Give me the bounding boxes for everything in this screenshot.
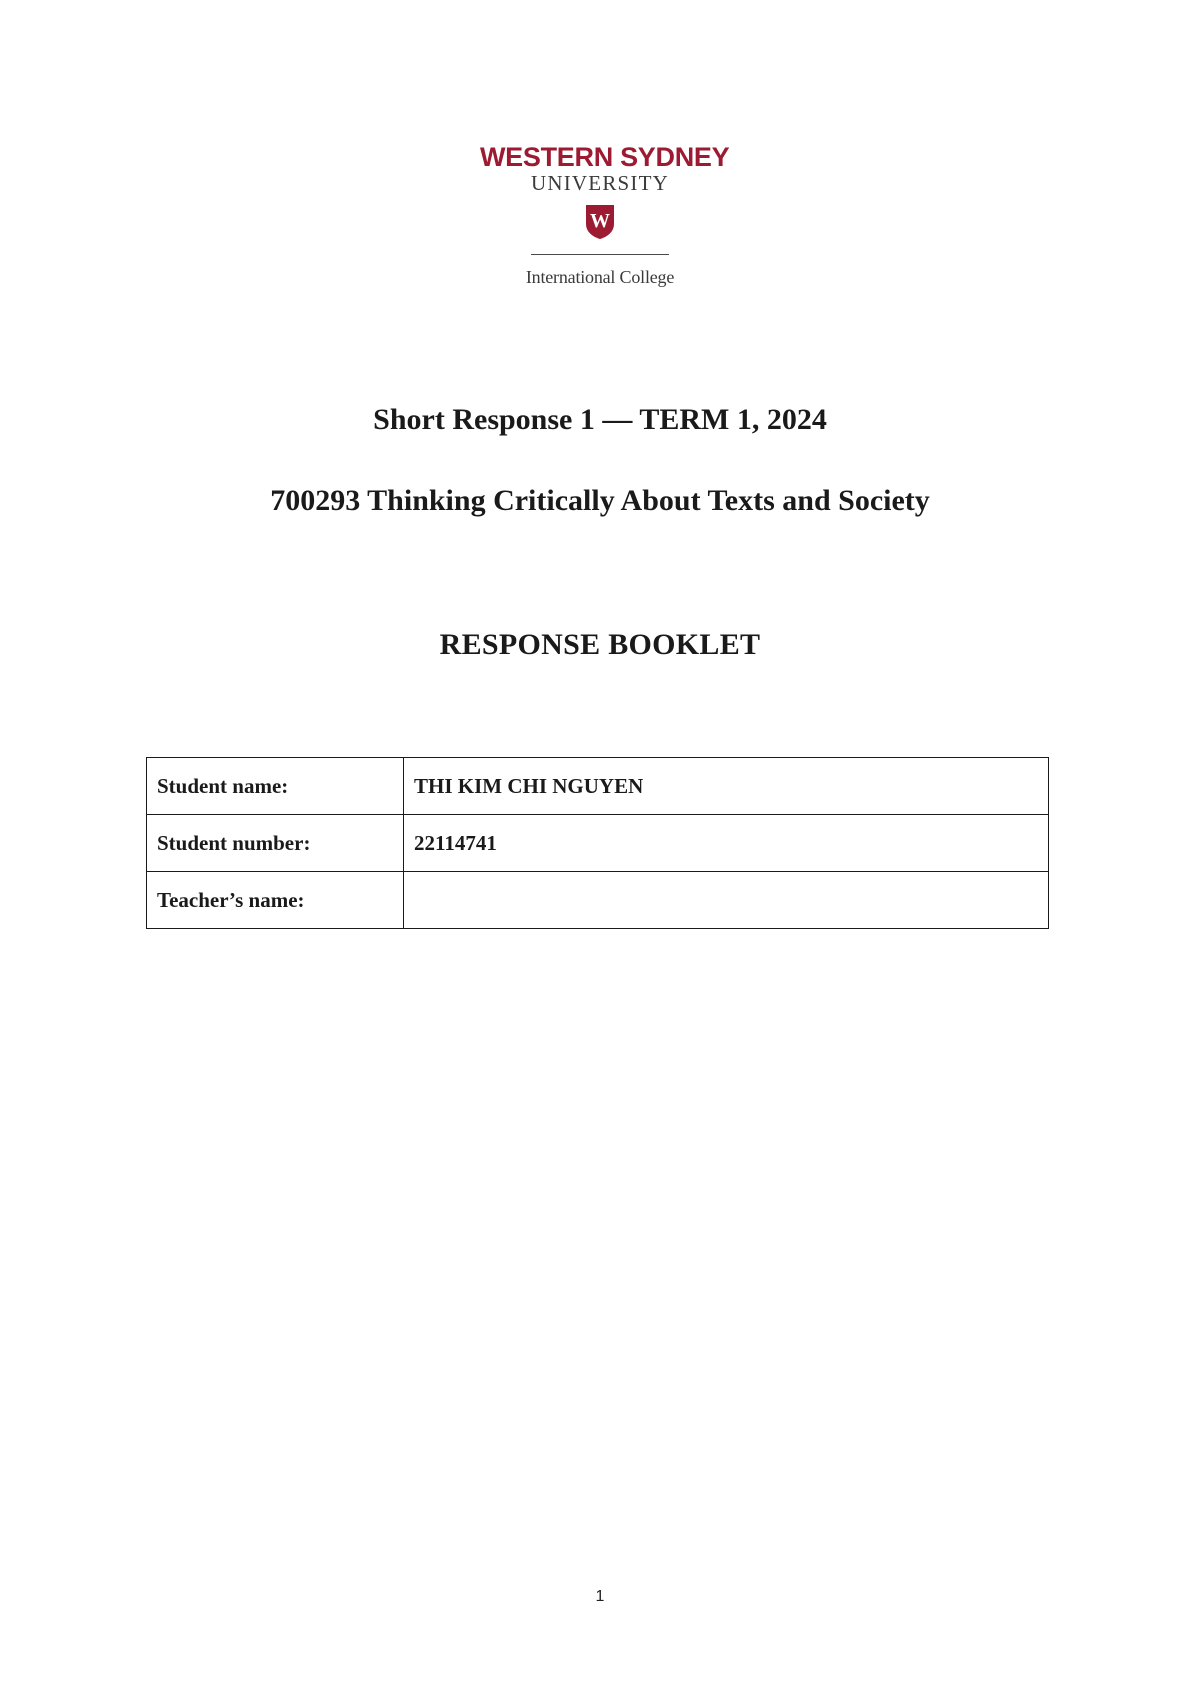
teacher-name-value <box>404 872 1049 929</box>
logo-wordmark: WESTERN SYDNEY <box>480 142 730 172</box>
logo-university-text: UNIVERSITY <box>531 171 669 195</box>
booklet-title: RESPONSE BOOKLET <box>439 628 761 661</box>
table-row <box>147 815 1049 872</box>
unit-title: 700293 Thinking Critically About Texts and Society <box>270 484 930 517</box>
student-name-label: Student name: <box>147 758 404 815</box>
table-row <box>147 872 1049 929</box>
student-number-label: Student number: <box>147 815 404 872</box>
student-name-value: THI KIM CHI NGUYEN <box>404 758 1049 815</box>
university-logo <box>480 130 730 302</box>
shield-icon <box>585 204 615 240</box>
table-row <box>147 758 1049 815</box>
logo-college-text: International College <box>525 267 675 287</box>
teacher-name-label: Teacher’s name: <box>147 872 404 929</box>
student-number-value: 22114741 <box>404 815 1049 872</box>
page-number: 1 <box>595 1588 605 1605</box>
assessment-title: Short Response 1 — TERM 1, 2024 <box>373 403 827 436</box>
student-info-table <box>146 757 1049 929</box>
logo-divider <box>531 254 669 255</box>
shield-letter: W <box>590 210 610 232</box>
